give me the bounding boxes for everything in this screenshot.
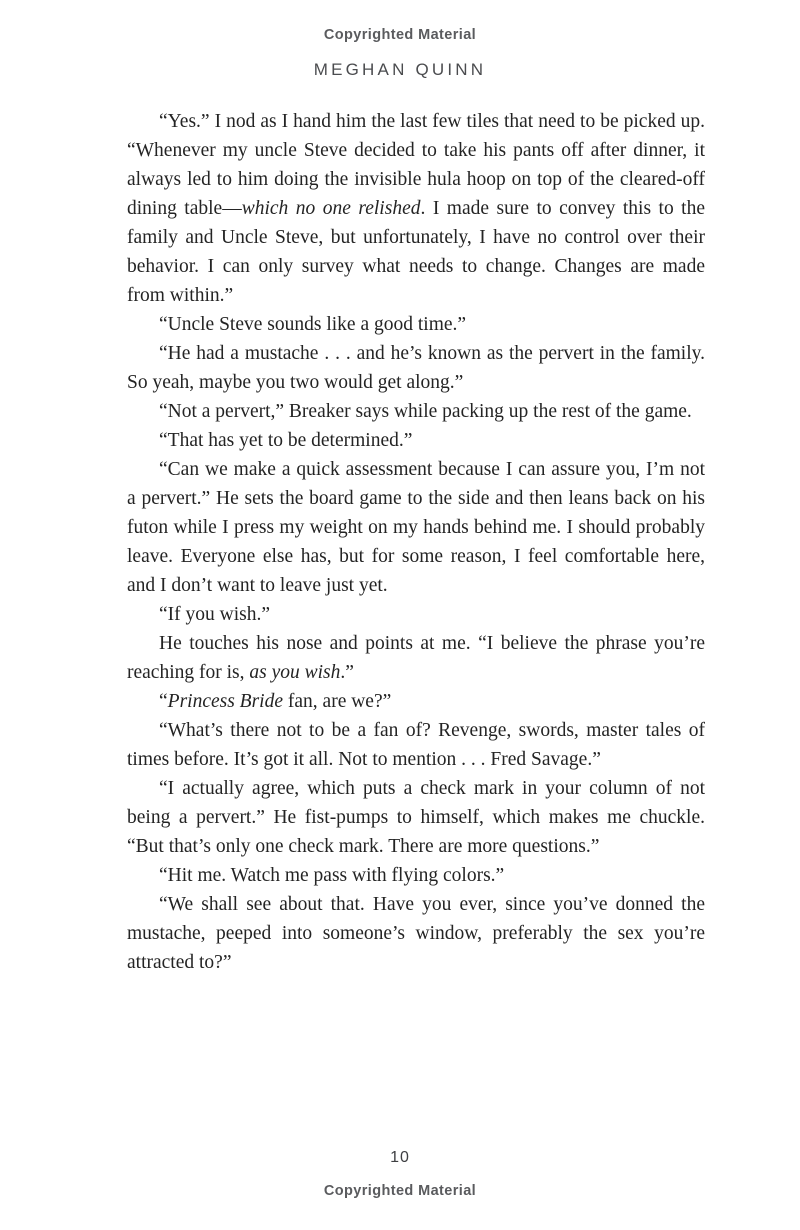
- text-run: “Not a pervert,” Breaker says while packing up the rest of the game.: [159, 401, 692, 422]
- text-run: “That has yet to be determined.”: [159, 430, 413, 451]
- author-running-header: MEGHAN QUINN: [313, 60, 487, 79]
- paragraph: [127, 339, 705, 397]
- italic-text-run: which no one relished: [241, 198, 421, 219]
- paragraph: [127, 426, 705, 455]
- paragraph: [127, 600, 705, 629]
- paragraph: [127, 397, 705, 426]
- text-run: “Uncle Steve sounds like a good time.”: [159, 314, 467, 335]
- text-run: “What’s there not to be a fan of? Revenge, swords, master tales of times before. It’s got it all. Not to mention . . . Fred Savage.”: [127, 720, 705, 770]
- text-run: “If you wish.”: [159, 604, 271, 625]
- italic-text-run: as you wish: [249, 662, 341, 683]
- copyright-banner-bottom: Copyrighted Material: [323, 1183, 477, 1199]
- paragraph: [127, 890, 705, 977]
- body-text: [127, 107, 705, 977]
- text-run: “He had a mustache . . . and he’s known as the pervert in the family. So yeah, maybe you two would get along.”: [127, 343, 705, 393]
- paragraph: [127, 716, 705, 774]
- paragraph: [127, 107, 705, 310]
- text-run: .”: [340, 662, 354, 683]
- paragraph: [127, 629, 705, 687]
- paragraph: [127, 687, 705, 716]
- italic-text-run: Princess Bride: [167, 691, 284, 712]
- paragraph: [127, 774, 705, 861]
- paragraph: [127, 861, 705, 890]
- text-run: “Yes.” I nod as I hand him the last few tiles that need to be picked up. “Whenever my uncle Steve decided to take his pants off after dinner, it always led to him doing the invisible hula hoop on top of the cleared-off dining table—: [127, 111, 705, 219]
- text-run: “Can we make a quick assessment because I can assure you, I’m not a pervert.” He sets the board game to the side and then leans back on his futon while I press my weight on my hands behind me. I should probably leave. Everyone else has, but for some reason, I feel comfortable here, and I don’t want to leave just yet.: [127, 459, 705, 596]
- text-run: fan, are we?”: [283, 691, 392, 712]
- text-run: “: [159, 691, 168, 712]
- text-run: . I made sure to convey this to the family and Uncle Steve, but unfortunately, I have no control over their behavior. I can only survey what needs to change. Changes are made from within.”: [127, 198, 706, 306]
- text-run: “We shall see about that. Have you ever, since you’ve donned the mustache, peeped into someone’s window, preferably the sex you’re attracted to?”: [127, 894, 705, 973]
- text-run: “I actually agree, which puts a check mark in your column of not being a pervert.” He fist-pumps to himself, which makes me chuckle. “But that’s only one check mark. There are more questions.”: [127, 778, 705, 857]
- paragraph: [127, 455, 705, 600]
- page-number: 10: [390, 1149, 410, 1166]
- copyright-banner-top: Copyrighted Material: [323, 27, 477, 43]
- text-run: “Hit me. Watch me pass with flying colors.”: [159, 865, 505, 886]
- paragraph: [127, 310, 705, 339]
- text-run: He touches his nose and points at me. “I believe the phrase you’re reaching for is,: [127, 633, 705, 683]
